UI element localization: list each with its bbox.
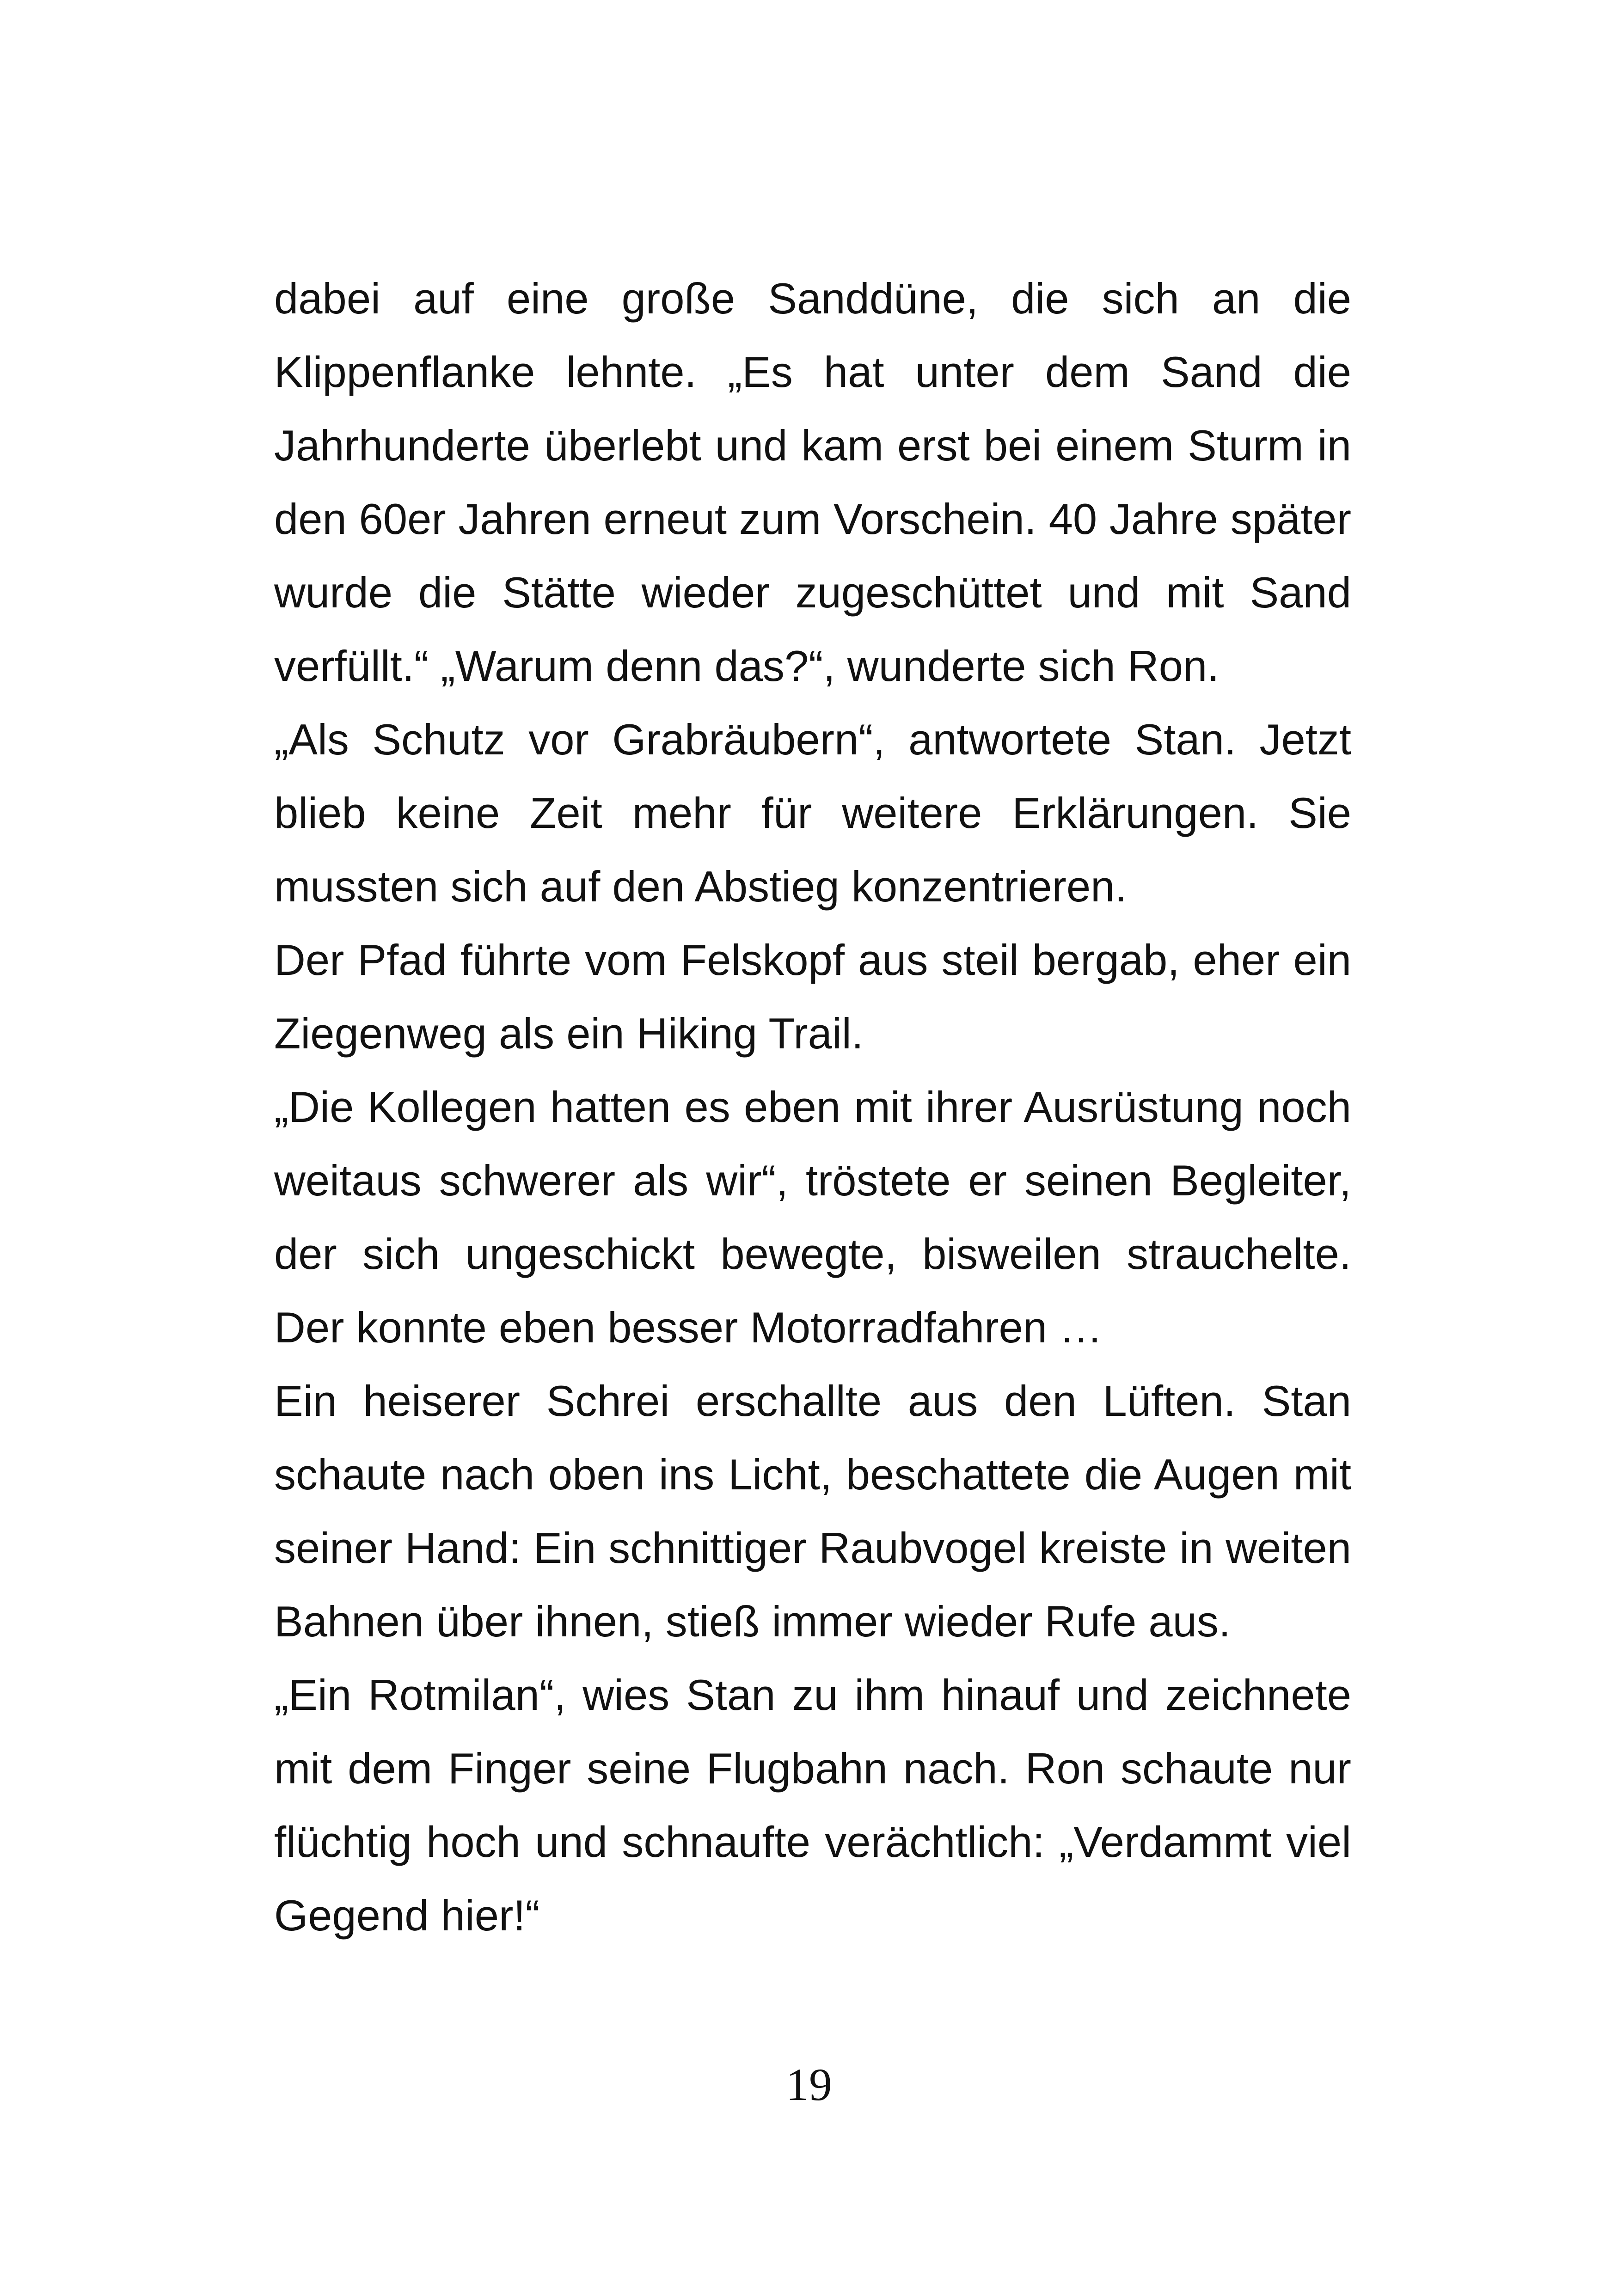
body-text <box>274 262 1351 1952</box>
page-number: 19 <box>786 2059 832 2110</box>
paragraph: „Die Kollegen hatten es eben mit ihrer Ausrüstung noch weitaus schwerer als wir“, tröstete er seinen Begleiter, der sich ungeschickt bewegte, bisweilen strauchelte. Der konnte eben besser Motorradfahren … <box>274 1083 1351 1352</box>
paragraph: Ein heiserer Schrei erschallte aus den Lüften. Stan schaute nach oben ins Licht, beschattete die Augen mit seiner Hand: Ein schnittiger Raubvogel kreiste in weiten Bahnen über ihnen, stieß immer wieder Rufe aus. <box>274 1377 1351 1646</box>
paragraph: Der Pfad führte vom Felskopf aus steil bergab, eher ein Ziegenweg als ein Hiking Trail. <box>274 936 1351 1058</box>
paragraph: „Als Schutz vor Grabräubern“, antwortete Stan. Jetzt blieb keine Zeit mehr für weitere Erklärungen. Sie mussten sich auf den Abstieg konzentrieren. <box>274 715 1351 911</box>
paragraph: „Ein Rotmilan“, wies Stan zu ihm hinauf und zeichnete mit dem Finger seine Flugbahn nach. Ron schaute nur flüchtig hoch und schnaufte verächtlich: „Verdammt viel Gegend hier!“ <box>274 1671 1351 1940</box>
paragraph: dabei auf eine große Sanddüne, die sich an die Klippenflanke lehnte. „Es hat unter dem Sand die Jahrhunderte überlebt und kam erst bei einem Sturm in den 60er Jahren erneut zum Vorschein. 40 Jahre später wurde die Stätte wieder zugeschüttet und mit Sand verfüllt.“ „Warum denn das?“, wunderte sich Ron. <box>274 274 1351 690</box>
